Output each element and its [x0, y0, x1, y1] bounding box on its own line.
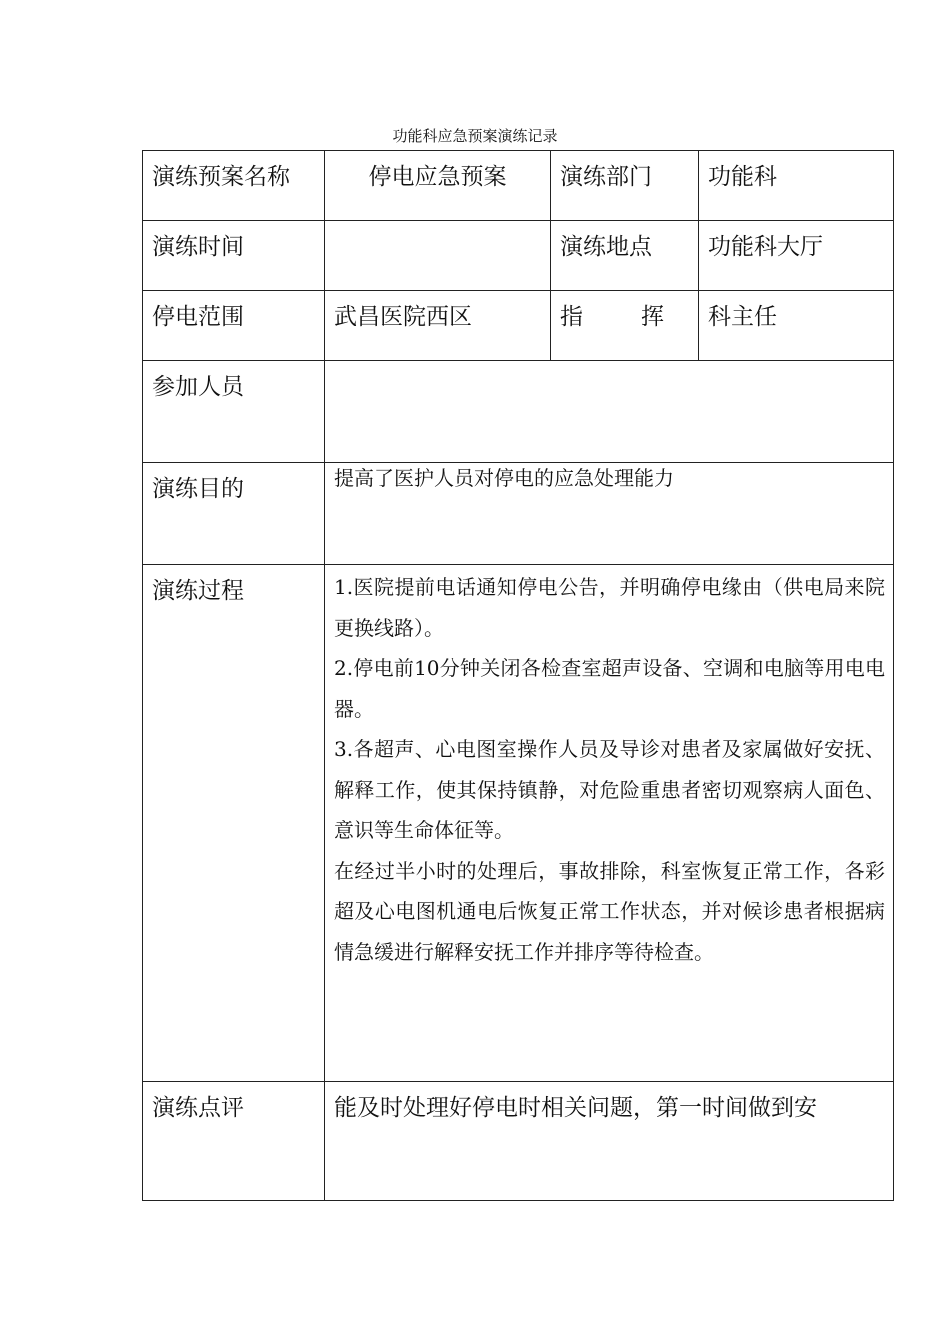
department-value-cell [699, 151, 894, 221]
row-scope-commander [143, 291, 894, 361]
row-participants [143, 361, 894, 463]
commander-value-cell [699, 291, 894, 361]
process-label: 演练过程 [152, 578, 244, 604]
purpose-label: 演练目的 [152, 476, 244, 502]
scope-value: 武昌医院西区 [334, 304, 472, 330]
plan-name-value-cell [325, 151, 551, 221]
department-label-cell [551, 151, 699, 221]
department-label: 演练部门 [560, 164, 652, 190]
location-value-cell [699, 221, 894, 291]
review-label-cell [143, 1082, 325, 1201]
purpose-value: 提高了医护人员对停电的应急处理能力 [334, 466, 674, 490]
participants-value [325, 361, 893, 363]
participants-label: 参加人员 [152, 374, 244, 400]
plan-name-label: 演练预案名称 [152, 164, 290, 190]
process-step-3: 3.各超声、心电图室操作人员及导诊对患者及家属做好安抚、解释工作，使其保持镇静，对危险重患者密切观察病人面色、意识等生命体征等。 [334, 737, 885, 842]
location-label: 演练地点 [560, 234, 652, 260]
scope-value-cell [325, 291, 551, 361]
time-value-cell [325, 221, 551, 291]
row-process [143, 565, 894, 1082]
participants-value-cell [325, 361, 894, 463]
document-title: 功能科应急预案演练记录 [392, 127, 558, 145]
process-value-cell [325, 565, 894, 1082]
review-label: 演练点评 [152, 1095, 244, 1121]
scope-label: 停电范围 [152, 304, 244, 330]
row-time-location [143, 221, 894, 291]
commander-label [551, 291, 698, 333]
location-value: 功能科大厅 [708, 234, 823, 260]
time-label-cell [143, 221, 325, 291]
commander-label-char-2: 挥 [641, 304, 664, 330]
drill-record-table [142, 150, 894, 1201]
participants-label-cell [143, 361, 325, 463]
scope-label-cell [143, 291, 325, 361]
time-label: 演练时间 [152, 234, 244, 260]
time-value [325, 221, 550, 231]
process-label-cell [143, 565, 325, 1082]
row-plan-name [143, 151, 894, 221]
department-value: 功能科 [708, 164, 777, 190]
plan-name-value: 停电应急预案 [368, 164, 507, 190]
plan-name-label-cell [143, 151, 325, 221]
purpose-label-cell [143, 463, 325, 565]
row-purpose [143, 463, 894, 565]
review-value-cell [325, 1082, 894, 1201]
review-value: 能及时处理好停电时相关问题，第一时间做到安 [334, 1095, 817, 1121]
process-step-1: 1.医院提前电话通知停电公告，并明确停电缘由（供电局来院更换线路）。 [334, 575, 885, 640]
process-text [325, 565, 893, 972]
process-summary: 在经过半小时的处理后，事故排除，科室恢复正常工作，各彩超及心电图机通电后恢复正常工作状态，并对候诊患者根据病情急缓进行解释安抚工作并排序等待检查。 [334, 858, 885, 964]
commander-label-cell [551, 291, 699, 361]
commander-label-char-1: 指 [560, 304, 583, 330]
purpose-value-cell [325, 463, 894, 565]
location-label-cell [551, 221, 699, 291]
row-review [143, 1082, 894, 1201]
commander-value: 科主任 [708, 304, 777, 330]
process-step-2: 2.停电前10分钟关闭各检查室超声设备、空调和电脑等用电电器。 [334, 656, 885, 721]
